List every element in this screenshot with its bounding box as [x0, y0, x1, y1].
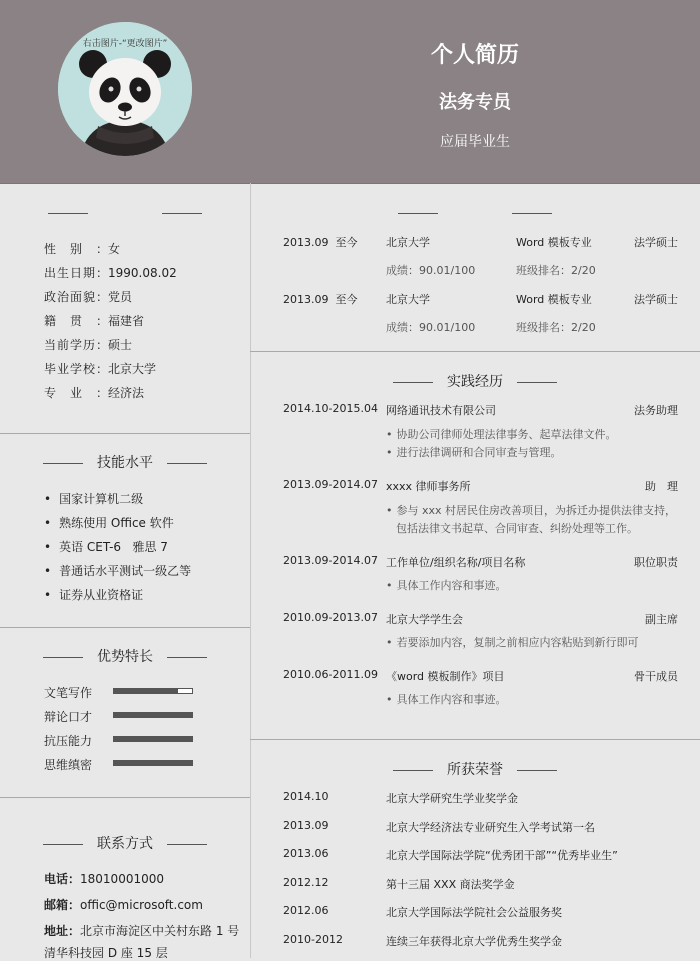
education-title-lines — [250, 205, 700, 221]
info-value: 党员 — [108, 290, 133, 304]
edu-date: 2013.09 至今 — [283, 236, 358, 249]
left-divider — [0, 433, 250, 434]
skill-item: • 英语 CET-6 雅思 7 — [44, 538, 168, 555]
practice-org: xxxx 律师事务所 — [386, 480, 471, 493]
strength-bar — [113, 688, 193, 694]
practice-org: 工作单位/组织名称/项目名称 — [386, 556, 526, 569]
honor-date: 2013.06 — [283, 847, 329, 860]
personal-info-title-lines — [0, 205, 250, 221]
column-divider — [250, 183, 251, 958]
skill-item: • 国家计算机二级 — [44, 490, 143, 507]
edu-rank: 班级排名：2/20 — [516, 264, 596, 277]
contact-address — [44, 922, 239, 939]
strength-bar-fill — [114, 713, 192, 717]
honor-date: 2013.09 — [283, 819, 329, 832]
info-row-political — [44, 288, 132, 305]
practice-date: 2013.09-2014.07 — [283, 554, 378, 567]
practice-org: 北京大学学生会 — [386, 613, 463, 626]
practice-bullet: • 协助公司律师处理法律事务、起草法律文件。 — [386, 426, 617, 442]
practice-date: 2010.06-2011.09 — [283, 668, 378, 681]
skill-item: • 熟练使用 Office 软件 — [44, 514, 174, 531]
practice-bullet: • 具体工作内容和事迹。 — [386, 577, 507, 593]
strength-bar-fill — [114, 737, 192, 741]
honor-text: 北京大学经济法专业研究生入学考试第一名 — [386, 821, 595, 834]
edu-score: 成绩：90.01/100 — [386, 264, 476, 277]
edu-score: 成绩：90.01/100 — [386, 321, 476, 334]
skills-section-title: 技能水平 — [0, 452, 250, 472]
info-value: 女 — [108, 242, 121, 256]
honor-text: 北京大学国际法学院“优秀团干部”“优秀毕业生” — [386, 849, 618, 862]
strength-bar — [113, 760, 193, 766]
practice-bullet: • 进行法律调研和合同审查与管理。 — [386, 444, 562, 460]
info-row-education — [44, 336, 132, 353]
practice-role: 职位职责 — [634, 556, 678, 569]
contact-section-title: 联系方式 — [0, 833, 250, 853]
address-line-1: 北京市海淀区中关村东路 1 号 — [80, 924, 240, 938]
left-divider — [0, 627, 250, 628]
edu-major: Word 模板专业 — [516, 236, 592, 249]
info-row-birthdate — [44, 264, 177, 281]
address-label: 地址： — [44, 924, 81, 938]
edu-major: Word 模板专业 — [516, 293, 592, 306]
practice-role: 法务助理 — [634, 404, 678, 417]
strength-name: 抗压能力 — [44, 734, 93, 748]
right-divider — [250, 739, 700, 740]
email-value[interactable]: offic@microsoft.com — [80, 898, 203, 912]
info-row-major — [44, 384, 144, 401]
strength-bar-fill — [114, 689, 178, 693]
strength-bar — [113, 712, 193, 718]
honor-date: 2012.06 — [283, 904, 329, 917]
practice-bullet: • 若要添加内容，复制之前相应内容粘贴到新行即可 — [386, 634, 639, 650]
avatar-hint: 右击图片-“更改图片” — [82, 39, 168, 49]
skill-item: • 普通话水平测试一级乙等 — [44, 562, 191, 579]
phone-label: 电话： — [44, 872, 81, 886]
info-value: 北京大学 — [108, 362, 157, 376]
info-row-school — [44, 360, 156, 377]
practice-bullet: • 参与 xxx 村居民住房改善项目，为拆迁办提供法律支持， — [386, 502, 676, 518]
honor-date: 2014.10 — [283, 790, 329, 803]
info-label: 性别： — [44, 242, 108, 256]
skill-item: • 证券从业资格证 — [44, 586, 143, 603]
info-label: 籍贯： — [44, 314, 108, 328]
practice-date: 2014.10-2015.04 — [283, 402, 378, 415]
edu-school: 北京大学 — [386, 293, 430, 306]
strength-name: 文笔写作 — [44, 686, 93, 700]
honor-date: 2012.12 — [283, 876, 329, 889]
info-value: 福建省 — [108, 314, 145, 328]
left-divider — [0, 797, 250, 798]
avatar[interactable] — [58, 22, 192, 156]
info-label: 出生日期： — [44, 266, 108, 280]
info-value: 1990.08.02 — [108, 266, 177, 280]
edu-degree: 法学硕士 — [634, 293, 678, 306]
strength-bar-fill — [114, 761, 192, 765]
practice-role: 骨干成员 — [634, 670, 678, 683]
edu-date: 2013.09 至今 — [283, 293, 358, 306]
honor-date: 2010-2012 — [283, 933, 343, 946]
resume-title: 个人简历 — [430, 43, 519, 68]
strength-name: 思维缜密 — [44, 758, 93, 772]
right-divider — [250, 351, 700, 352]
contact-phone — [44, 870, 164, 887]
info-label: 当前学历： — [44, 338, 108, 352]
info-row-gender — [44, 240, 120, 257]
info-label: 专业： — [44, 386, 108, 400]
honor-text: 北京大学国际法学院社会公益服务奖 — [386, 906, 562, 919]
info-label: 毕业学校： — [44, 362, 108, 376]
info-row-hometown — [44, 312, 144, 329]
honor-text: 第十三届 XXX 商法奖学金 — [386, 878, 515, 891]
honors-section-title: 所获荣誉 — [250, 759, 700, 779]
edu-rank: 班级排名：2/20 — [516, 321, 596, 334]
graduate-status: 应届毕业生 — [440, 134, 510, 150]
info-label: 政治面貌： — [44, 290, 108, 304]
edu-school: 北京大学 — [386, 236, 430, 249]
honor-text: 北京大学研究生学业奖学金 — [386, 792, 518, 805]
resume-header — [0, 0, 700, 184]
practice-role: 副主席 — [645, 613, 678, 626]
phone-value[interactable]: 18010001000 — [80, 872, 164, 886]
practice-bullet: • 具体工作内容和事迹。 — [386, 691, 507, 707]
practice-bullet-continued: 包括法律文书起草、合同审查、纠纷处理等工作。 — [396, 522, 638, 535]
practice-date: 2010.09-2013.07 — [283, 611, 378, 624]
practice-section-title: 实践经历 — [250, 371, 700, 391]
practice-org: 《word 模板制作》项目 — [386, 670, 505, 683]
info-value: 经济法 — [108, 386, 145, 400]
contact-address-line-2: 清华科技园 D 座 15 层 — [44, 946, 168, 960]
contact-email — [44, 896, 203, 913]
honor-text: 连续三年获得北京大学优秀生奖学金 — [386, 935, 562, 948]
strength-bar — [113, 736, 193, 742]
job-position: 法务专员 — [439, 92, 511, 113]
strength-name: 辩论口才 — [44, 710, 93, 724]
strengths-section-title: 优势特长 — [0, 646, 250, 666]
email-label: 邮箱： — [44, 898, 81, 912]
practice-role: 助 理 — [645, 480, 678, 493]
practice-org: 网络通讯技术有限公司 — [386, 404, 496, 417]
info-value: 硕士 — [108, 338, 133, 352]
edu-degree: 法学硕士 — [634, 236, 678, 249]
practice-date: 2013.09-2014.07 — [283, 478, 378, 491]
